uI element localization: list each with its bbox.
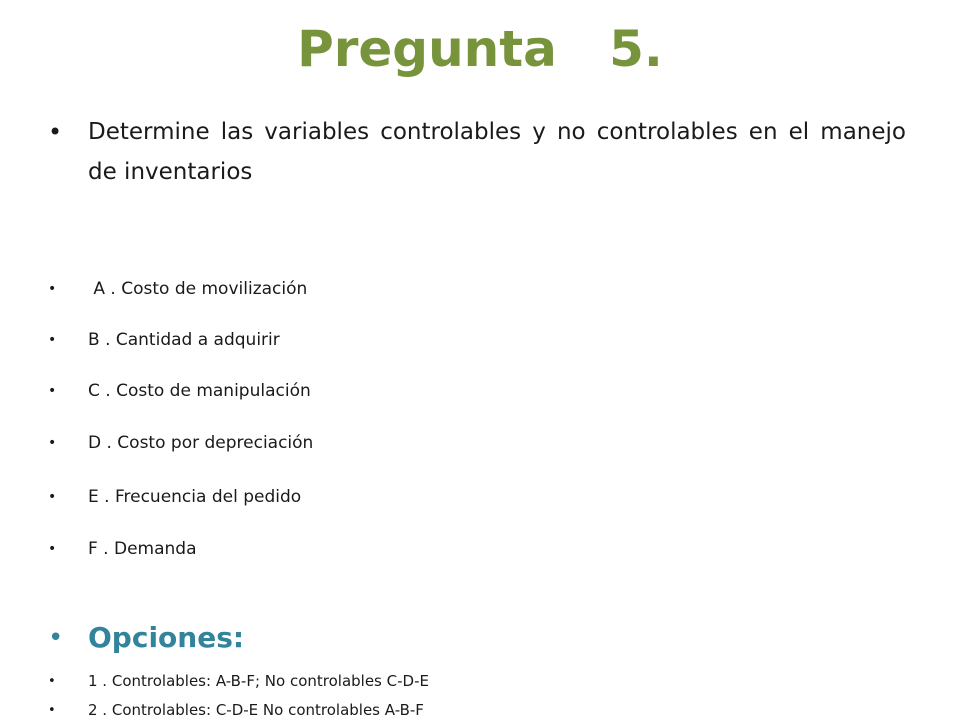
option-text: 2 . Controlables: C-D-E No controlables A-B-F: [88, 701, 424, 719]
bullet-dot-icon: •: [48, 332, 57, 348]
slide-title: Pregunta 5.: [297, 20, 663, 78]
question-text: Determine las variables controlables y no controlables en el manejo de inventarios: [88, 119, 906, 185]
bullet-dot-icon: •: [48, 703, 56, 718]
bullet-dot-icon: •: [48, 541, 57, 557]
item-text: E . Frecuencia del pedido: [88, 487, 302, 507]
bullet-dot-icon: •: [48, 489, 57, 505]
bullet-dot-icon: •: [48, 118, 63, 146]
options-heading: Opciones:: [88, 621, 245, 654]
bullet-dot-icon: •: [48, 383, 57, 399]
bullet-dot-icon: •: [48, 435, 57, 451]
item-text: F . Demanda: [88, 539, 197, 559]
option-text: 1 . Controlables: A-B-F; No controlables C-D-E: [88, 672, 429, 690]
bullet-dot-icon: •: [48, 281, 57, 297]
item-text: D . Costo por depreciación: [88, 433, 314, 453]
bullet-dot-icon: •: [48, 623, 64, 653]
item-text: A . Costo de movilización: [88, 279, 308, 299]
item-text: C . Costo de manipulación: [88, 381, 311, 401]
bullet-dot-icon: •: [48, 674, 56, 689]
item-text: B . Cantidad a adquirir: [88, 330, 280, 350]
